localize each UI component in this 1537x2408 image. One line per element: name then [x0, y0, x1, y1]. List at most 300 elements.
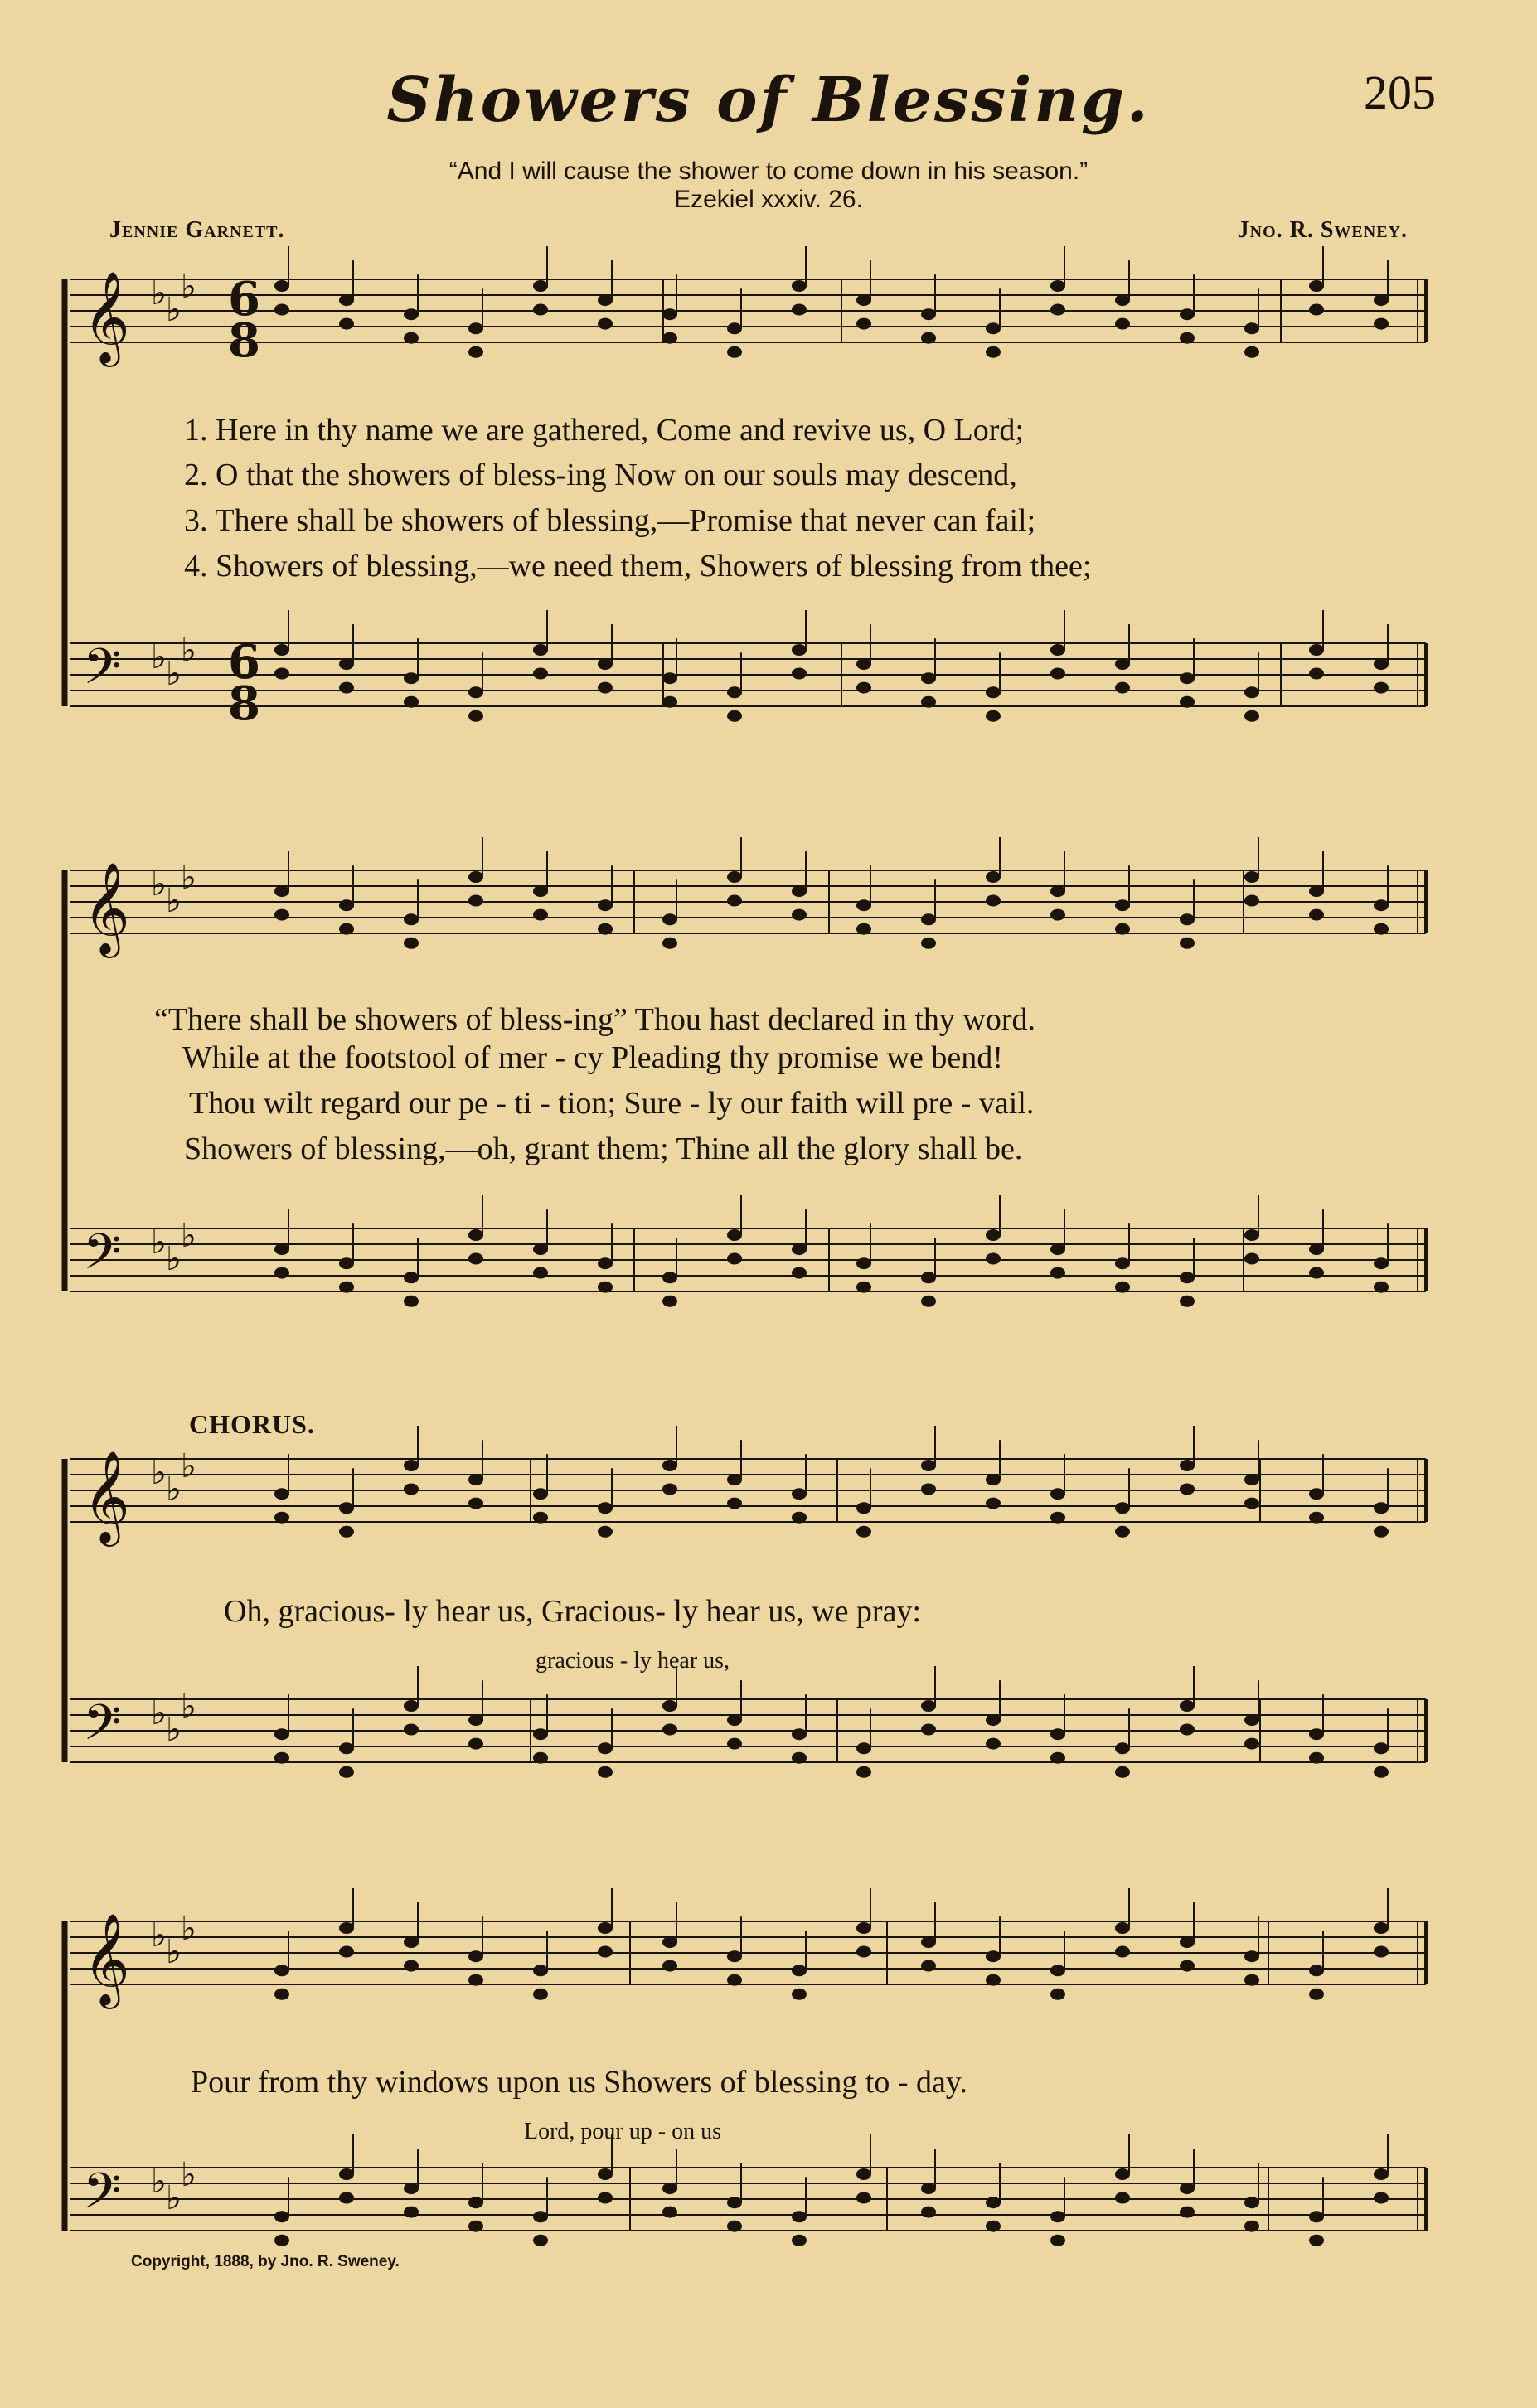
note-head	[986, 1474, 1001, 1485]
note-head	[598, 2192, 613, 2204]
note-head	[598, 1922, 613, 1934]
note-head	[274, 909, 289, 921]
note-heads	[274, 246, 1389, 2246]
note-head	[1244, 686, 1259, 698]
note-head	[856, 1282, 871, 1293]
note-head	[986, 2197, 1001, 2208]
note-head	[1180, 1960, 1195, 1972]
flat-icon: ♭	[181, 859, 196, 897]
note-head	[468, 1498, 483, 1509]
note-head	[533, 1512, 548, 1524]
note-head	[1180, 913, 1195, 925]
note-head	[404, 2207, 419, 2218]
note-head	[727, 2197, 742, 2208]
note-head	[986, 2221, 1001, 2232]
note-head	[533, 644, 548, 656]
note-head	[1050, 280, 1065, 292]
note-head	[1244, 1498, 1259, 1509]
note-head	[727, 1738, 742, 1750]
note-head	[598, 1526, 613, 1538]
note-head	[727, 346, 742, 358]
note-head	[468, 346, 483, 358]
note-head	[1374, 1502, 1389, 1514]
verse-2-line-a: 2. O that the showers of bless-ing Now on our souls may descend,	[184, 458, 1017, 492]
note-head	[856, 1946, 871, 1958]
note-head	[1244, 1950, 1259, 1962]
note-head	[1374, 1766, 1389, 1778]
note-head	[1050, 1243, 1065, 1255]
treble-clef-icon: 𝄞	[83, 270, 130, 363]
note-head	[662, 2207, 677, 2218]
note-head	[1309, 644, 1324, 656]
time-signature	[228, 272, 260, 731]
note-head	[727, 1229, 742, 1241]
page-number: 205	[1364, 65, 1436, 119]
note-head	[792, 1512, 807, 1524]
flat-icon: ♭	[166, 1240, 182, 1278]
note-head	[1244, 1474, 1259, 1485]
note-head	[1374, 1282, 1389, 1293]
note-head	[339, 1257, 354, 1269]
note-head	[533, 2211, 548, 2222]
note-head	[727, 895, 742, 907]
note-head	[533, 885, 548, 897]
note-head	[727, 871, 742, 883]
note-head	[792, 885, 807, 897]
flat-icon: ♭	[151, 1454, 167, 1492]
note-head	[1180, 938, 1195, 949]
note-head	[339, 1282, 354, 1293]
note-head	[662, 1724, 677, 1736]
note-head	[404, 1960, 419, 1972]
note-head	[339, 1742, 354, 1754]
note-head	[1180, 1484, 1195, 1495]
note-head	[662, 696, 677, 708]
note-head	[1374, 899, 1389, 911]
note-head	[598, 1766, 613, 1778]
note-head	[339, 899, 354, 911]
note-head	[468, 871, 483, 883]
flat-icon: ♭	[151, 638, 167, 676]
note-head	[339, 294, 354, 306]
note-head	[598, 1282, 613, 1293]
note-head	[274, 2235, 289, 2246]
note-head	[274, 1965, 289, 1976]
verse-3-line-a: 3. There shall be showers of blessing,—Promise that never can fail;	[184, 503, 1036, 538]
note-head	[1115, 2168, 1130, 2180]
flat-icon: ♭	[166, 1711, 182, 1749]
note-head	[921, 672, 936, 684]
chorus-echo-2: Lord, pour up - on us	[524, 2119, 721, 2144]
note-head	[1309, 304, 1324, 316]
note-head	[598, 1502, 613, 1514]
note-head	[986, 686, 1001, 698]
note-head	[1050, 1965, 1065, 1976]
note-head	[1115, 1742, 1130, 1754]
note-head	[404, 1700, 419, 1712]
note-head	[533, 1243, 548, 1255]
time-sig-top: 6	[228, 272, 260, 327]
note-head	[1115, 1526, 1130, 1538]
note-head	[1050, 1267, 1065, 1279]
note-head	[727, 1974, 742, 1986]
note-head	[986, 1498, 1001, 1509]
flat-icon: ♭	[166, 291, 182, 329]
note-head	[274, 1989, 289, 2000]
note-head	[1309, 1752, 1324, 1764]
note-head	[792, 644, 807, 656]
note-head	[986, 1950, 1001, 1962]
note-head	[468, 1974, 483, 1986]
bass-clef-icon: 𝄢	[83, 1693, 122, 1763]
note-head	[856, 1502, 871, 1514]
note-head	[1244, 1253, 1259, 1265]
flat-icon: ♭	[181, 268, 196, 306]
note-head	[662, 2183, 677, 2194]
note-head	[339, 1502, 354, 1514]
note-head	[533, 1965, 548, 1976]
chorus-echo-1: gracious - ly hear us,	[536, 1648, 730, 1674]
note-head	[274, 2211, 289, 2222]
note-head	[274, 1243, 289, 1255]
note-head	[1309, 2211, 1324, 2222]
note-head	[274, 1728, 289, 1740]
time-sig-bottom: 8	[228, 313, 260, 368]
note-head	[274, 644, 289, 656]
note-head	[1374, 1257, 1389, 1269]
note-head	[533, 1752, 548, 1764]
note-head	[404, 1724, 419, 1736]
flat-icon: ♭	[181, 1217, 196, 1255]
note-head	[598, 2168, 613, 2180]
note-head	[662, 1296, 677, 1307]
note-head	[404, 332, 419, 344]
note-head	[792, 2211, 807, 2222]
note-head	[339, 923, 354, 935]
note-head	[1309, 1267, 1324, 1279]
note-head	[468, 710, 483, 722]
note-head	[404, 1936, 419, 1948]
flat-icon: ♭	[181, 1910, 196, 1948]
note-head	[533, 1267, 548, 1279]
note-head	[533, 304, 548, 316]
note-head	[404, 2183, 419, 2194]
flat-icon: ♭	[151, 1694, 167, 1732]
note-head	[1244, 2197, 1259, 2208]
note-head	[533, 1488, 548, 1500]
note-head	[1050, 668, 1065, 680]
note-head	[921, 938, 936, 949]
flat-icon: ♭	[166, 1933, 182, 1971]
note-head	[921, 1936, 936, 1948]
note-head	[1374, 318, 1389, 330]
verse-3-line-b: Thou wilt regard our pe - ti - tion; Sure - ly our faith will pre - vail.	[189, 1086, 1035, 1121]
note-head	[856, 1766, 871, 1778]
note-head	[468, 1474, 483, 1485]
note-head	[662, 1484, 677, 1495]
note-head	[1050, 304, 1065, 316]
scripture-quote: “And I will cause the shower to come down in his season.”	[448, 157, 1089, 185]
note-head	[404, 308, 419, 320]
note-head	[792, 1752, 807, 1764]
note-head	[598, 294, 613, 306]
note-head	[856, 923, 871, 935]
note-head	[468, 1714, 483, 1726]
note-head	[662, 308, 677, 320]
flat-icon: ♭	[151, 865, 167, 904]
note-head	[468, 895, 483, 907]
note-head	[1115, 1922, 1130, 1934]
note-head	[274, 885, 289, 897]
note-head	[1115, 899, 1130, 911]
flat-icon: ♭	[181, 1688, 196, 1726]
flat-icon: ♭	[181, 632, 196, 670]
note-head	[1244, 1714, 1259, 1726]
page-title: Showers of Blessing.	[386, 65, 1151, 136]
note-head	[1180, 672, 1195, 684]
note-head	[533, 2235, 548, 2246]
note-head	[1115, 923, 1130, 935]
note-head	[792, 1267, 807, 1279]
note-head	[662, 672, 677, 684]
note-head	[856, 1922, 871, 1934]
verse-1-line-a: 1. Here in thy name we are gathered, Come and revive us, O Lord;	[184, 413, 1024, 448]
time-sig-bottom-bass: 8	[228, 676, 260, 731]
note-head	[1244, 871, 1259, 883]
treble-clef-icon: 𝄞	[83, 1450, 130, 1543]
verse-2-line-b: While at the footstool of mer - cy Pleading thy promise we bend!	[182, 1040, 1003, 1075]
note-head	[856, 899, 871, 911]
flat-icon: ♭	[151, 1223, 167, 1262]
note-head	[1309, 1512, 1324, 1524]
note-head	[1309, 1488, 1324, 1500]
note-head	[1115, 658, 1130, 670]
note-head	[792, 280, 807, 292]
note-head	[986, 322, 1001, 334]
note-head	[1050, 1752, 1065, 1764]
note-head	[339, 1766, 354, 1778]
note-head	[1309, 1243, 1324, 1255]
note-head	[662, 913, 677, 925]
note-head	[856, 2168, 871, 2180]
note-head	[598, 1742, 613, 1754]
note-head	[986, 871, 1001, 883]
note-head	[986, 346, 1001, 358]
note-head	[1050, 2235, 1065, 2246]
note-head	[1180, 308, 1195, 320]
note-head	[1050, 644, 1065, 656]
lyricist-credit: Jennie Garnett.	[109, 217, 285, 243]
note-head	[339, 658, 354, 670]
note-head	[856, 318, 871, 330]
note-head	[404, 696, 419, 708]
note-head	[1374, 658, 1389, 670]
treble-clef-icon: 𝄞	[83, 1912, 130, 2005]
note-head	[598, 923, 613, 935]
note-head	[533, 668, 548, 680]
note-head	[274, 668, 289, 680]
note-head	[468, 1950, 483, 1962]
note-head	[1115, 294, 1130, 306]
note-head	[1180, 332, 1195, 344]
note-head	[1244, 1229, 1259, 1241]
note-head	[921, 332, 936, 344]
note-head	[1244, 1738, 1259, 1750]
note-head	[339, 682, 354, 694]
flat-icon: ♭	[151, 274, 167, 313]
note-head	[856, 1742, 871, 1754]
note-head	[1050, 1728, 1065, 1740]
note-head	[921, 1484, 936, 1495]
note-head	[1115, 1766, 1130, 1778]
note-head	[1115, 1257, 1130, 1269]
verse-1-line-b: “There shall be showers of bless-ing” Thou hast declared in thy word.	[154, 1002, 1035, 1037]
note-head	[404, 938, 419, 949]
note-head	[986, 1253, 1001, 1265]
note-head	[1050, 2211, 1065, 2222]
note-head	[921, 1460, 936, 1471]
note-head	[792, 668, 807, 680]
note-head	[792, 909, 807, 921]
note-head	[1374, 1946, 1389, 1958]
note-head	[727, 1714, 742, 1726]
note-head	[339, 1946, 354, 1958]
note-head	[1180, 1700, 1195, 1712]
chorus-label: CHORUS.	[189, 1409, 315, 1439]
note-head	[598, 318, 613, 330]
note-head	[1374, 294, 1389, 306]
note-head	[727, 1950, 742, 1962]
note-head	[339, 1922, 354, 1934]
note-head	[792, 1728, 807, 1740]
note-head	[662, 332, 677, 344]
note-head	[1180, 1936, 1195, 1948]
note-head	[921, 696, 936, 708]
note-head	[1180, 2207, 1195, 2218]
note-head	[662, 1460, 677, 1471]
note-head	[1244, 895, 1259, 907]
note-head	[1115, 2192, 1130, 2204]
note-head	[1309, 909, 1324, 921]
note-head	[1050, 1512, 1065, 1524]
note-head	[468, 2197, 483, 2208]
note-head	[986, 1738, 1001, 1750]
flat-icon: ♭	[166, 882, 182, 920]
note-head	[1374, 1922, 1389, 1934]
note-head	[274, 280, 289, 292]
note-head	[1374, 923, 1389, 935]
note-head	[921, 1960, 936, 1972]
verse-4-line-b: Showers of blessing,—oh, grant them; Thine all the glory shall be.	[184, 1131, 1023, 1166]
note-head	[856, 1257, 871, 1269]
composer-credit: Jno. R. Sweney.	[1237, 217, 1408, 243]
note-head	[468, 1253, 483, 1265]
note-head	[921, 308, 936, 320]
note-head	[468, 686, 483, 698]
note-head	[1180, 1272, 1195, 1283]
note-head	[1050, 885, 1065, 897]
flat-icon: ♭	[151, 2163, 167, 2201]
treble-clef-icon: 𝄞	[83, 861, 130, 954]
note-head	[921, 1296, 936, 1307]
note-head	[921, 2183, 936, 2194]
note-head	[727, 1498, 742, 1509]
note-head	[662, 1272, 677, 1283]
note-head	[1309, 668, 1324, 680]
note-head	[727, 322, 742, 334]
note-head	[856, 2192, 871, 2204]
note-head	[727, 710, 742, 722]
note-head	[856, 658, 871, 670]
note-head	[792, 1989, 807, 2000]
note-head	[662, 1700, 677, 1712]
note-head	[404, 913, 419, 925]
note-head	[1115, 682, 1130, 694]
verse-4-line-a: 4. Showers of blessing,—we need them, Showers of blessing from thee;	[184, 549, 1092, 584]
note-head	[921, 1724, 936, 1736]
note-head	[404, 1296, 419, 1307]
bass-clef-icon: 𝄢	[83, 637, 122, 707]
note-head	[986, 710, 1001, 722]
note-head	[598, 682, 613, 694]
note-head	[1115, 1946, 1130, 1958]
note-head	[598, 1257, 613, 1269]
note-head	[1374, 1742, 1389, 1754]
note-head	[339, 1526, 354, 1538]
note-head	[274, 304, 289, 316]
note-head	[533, 909, 548, 921]
note-head	[792, 1488, 807, 1500]
note-head	[598, 1946, 613, 1958]
note-head	[792, 1965, 807, 1976]
flat-icon: ♭	[166, 2179, 182, 2217]
note-head	[274, 1488, 289, 1500]
note-head	[1309, 885, 1324, 897]
note-head	[468, 322, 483, 334]
note-head	[856, 294, 871, 306]
note-head	[339, 318, 354, 330]
flat-icon: ♭	[181, 2156, 196, 2194]
note-head	[921, 1700, 936, 1712]
note-head	[986, 1229, 1001, 1241]
note-head	[986, 895, 1001, 907]
note-head	[727, 2221, 742, 2232]
note-head	[1374, 2168, 1389, 2180]
note-head	[986, 1974, 1001, 1986]
note-head	[533, 1728, 548, 1740]
note-head	[533, 280, 548, 292]
note-head	[533, 1989, 548, 2000]
note-head	[1244, 2221, 1259, 2232]
note-head	[1050, 1488, 1065, 1500]
note-head	[339, 2168, 354, 2180]
note-head	[1374, 682, 1389, 694]
note-head	[598, 899, 613, 911]
note-head	[1180, 1724, 1195, 1736]
note-head	[274, 1752, 289, 1764]
note-head	[662, 1960, 677, 1972]
note-head	[792, 2235, 807, 2246]
note-head	[921, 1272, 936, 1283]
note-head	[1180, 1296, 1195, 1307]
note-head	[404, 1484, 419, 1495]
note-head	[1244, 346, 1259, 358]
time-sig-top-bass: 6	[228, 635, 260, 690]
note-head	[274, 1512, 289, 1524]
note-head	[1374, 2192, 1389, 2204]
flat-icon: ♭	[181, 1447, 196, 1485]
note-head	[662, 938, 677, 949]
